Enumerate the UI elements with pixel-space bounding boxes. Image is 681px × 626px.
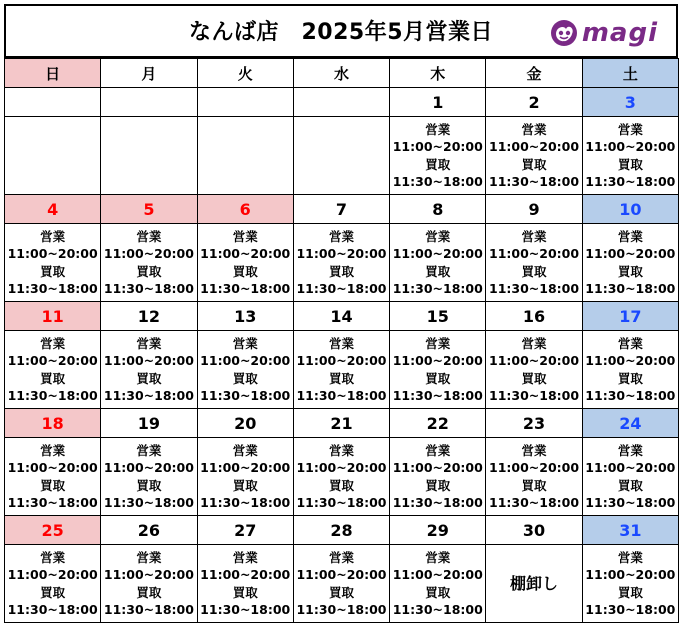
open-label: 営業: [617, 549, 643, 565]
buyback-label: 買取: [521, 370, 547, 386]
calendar: [4, 4, 678, 622]
weekday-saturday: 土: [582, 59, 678, 88]
buyback-hours: 11:30~18:00: [103, 388, 194, 403]
date-cell: 12: [101, 302, 197, 331]
buyback-label: 買取: [617, 370, 643, 386]
date-cell: 7: [293, 195, 389, 224]
empty-date-cell: [197, 88, 293, 117]
buyback-hours: 11:30~18:00: [200, 281, 291, 296]
weekday-wednesday: 水: [293, 59, 389, 88]
date-cell: 1: [390, 88, 486, 117]
buyback-hours: 11:30~18:00: [7, 388, 98, 403]
hours-cell: [101, 224, 197, 302]
date-cell: 3: [582, 88, 678, 117]
date-row: [5, 195, 679, 224]
open-hours: 11:00~20:00: [489, 246, 580, 261]
date-cell: 15: [390, 302, 486, 331]
hours-cell: [5, 331, 101, 409]
hours-cell: [293, 545, 389, 623]
weekday-sunday: 日: [5, 59, 101, 88]
open-label: 営業: [136, 228, 162, 244]
buyback-hours: 11:30~18:00: [7, 495, 98, 510]
open-hours: 11:00~20:00: [392, 139, 483, 154]
open-label: 営業: [425, 228, 451, 244]
buyback-hours: 11:30~18:00: [392, 388, 483, 403]
date-cell: 16: [486, 302, 582, 331]
open-label: 営業: [136, 335, 162, 351]
date-cell: 31: [582, 516, 678, 545]
date-cell: 14: [293, 302, 389, 331]
open-label: 営業: [136, 549, 162, 565]
buyback-hours: 11:30~18:00: [392, 174, 483, 189]
open-label: 営業: [232, 442, 258, 458]
open-hours: 11:00~20:00: [200, 567, 291, 582]
open-hours: 11:00~20:00: [7, 246, 98, 261]
open-label: 営業: [617, 442, 643, 458]
open-hours: 11:00~20:00: [7, 460, 98, 475]
inventory-day-cell: [486, 545, 582, 623]
date-cell: 8: [390, 195, 486, 224]
buyback-label: 買取: [521, 263, 547, 279]
weekday-monday: 月: [101, 59, 197, 88]
date-cell: 25: [5, 516, 101, 545]
open-label: 営業: [232, 335, 258, 351]
open-label: 営業: [328, 442, 354, 458]
date-cell: 24: [582, 409, 678, 438]
buyback-label: 買取: [232, 370, 258, 386]
buyback-hours: 11:30~18:00: [200, 495, 291, 510]
open-hours: 11:00~20:00: [7, 353, 98, 368]
buyback-label: 買取: [136, 477, 162, 493]
title-bar: [4, 4, 678, 58]
buyback-hours: 11:30~18:00: [7, 602, 98, 617]
open-label: 営業: [328, 335, 354, 351]
open-label: 営業: [232, 228, 258, 244]
hours-cell: [293, 331, 389, 409]
hours-cell: [486, 438, 582, 516]
weekday-tuesday: 火: [197, 59, 293, 88]
empty-date-cell: [5, 88, 101, 117]
hours-cell: [390, 331, 486, 409]
open-hours: 11:00~20:00: [489, 460, 580, 475]
date-cell: 19: [101, 409, 197, 438]
date-cell: 21: [293, 409, 389, 438]
buyback-hours: 11:30~18:00: [7, 281, 98, 296]
hours-cell: [486, 224, 582, 302]
buyback-hours: 11:30~18:00: [585, 174, 676, 189]
open-label: 営業: [425, 549, 451, 565]
hours-cell: [293, 438, 389, 516]
buyback-label: 買取: [136, 584, 162, 600]
buyback-label: 買取: [425, 263, 451, 279]
open-label: 営業: [521, 228, 547, 244]
buyback-hours: 11:30~18:00: [392, 281, 483, 296]
hours-cell: [197, 438, 293, 516]
open-hours: 11:00~20:00: [103, 460, 194, 475]
hours-row: [5, 117, 679, 195]
date-cell: 11: [5, 302, 101, 331]
open-label: 営業: [425, 442, 451, 458]
empty-date-cell: [293, 88, 389, 117]
buyback-hours: 11:30~18:00: [103, 602, 194, 617]
hours-cell: [390, 117, 486, 195]
open-label: 営業: [40, 549, 66, 565]
open-label: 営業: [521, 121, 547, 137]
date-cell: 22: [390, 409, 486, 438]
open-hours: 11:00~20:00: [585, 567, 676, 582]
open-hours: 11:00~20:00: [489, 353, 580, 368]
buyback-hours: 11:30~18:00: [200, 602, 291, 617]
open-hours: 11:00~20:00: [585, 139, 676, 154]
buyback-label: 買取: [40, 477, 66, 493]
buyback-hours: 11:30~18:00: [392, 602, 483, 617]
open-hours: 11:00~20:00: [392, 567, 483, 582]
buyback-hours: 11:30~18:00: [585, 602, 676, 617]
date-cell: 2: [486, 88, 582, 117]
hours-cell: [582, 117, 678, 195]
buyback-label: 買取: [136, 263, 162, 279]
buyback-hours: 11:30~18:00: [585, 281, 676, 296]
page-title: なんば店 2025年5月営業日: [188, 20, 494, 45]
hours-cell: [101, 545, 197, 623]
buyback-hours: 11:30~18:00: [296, 281, 387, 296]
buyback-label: 買取: [521, 477, 547, 493]
open-label: 営業: [425, 121, 451, 137]
open-label: 営業: [328, 549, 354, 565]
hours-cell: [197, 545, 293, 623]
open-hours: 11:00~20:00: [7, 567, 98, 582]
hours-cell: [5, 224, 101, 302]
weekday-thursday: 木: [390, 59, 486, 88]
date-cell: 27: [197, 516, 293, 545]
date-row: [5, 302, 679, 331]
hours-row: [5, 331, 679, 409]
weekday-header-row: [5, 59, 679, 88]
open-hours: 11:00~20:00: [103, 353, 194, 368]
hours-cell: [5, 438, 101, 516]
open-label: 営業: [617, 228, 643, 244]
open-hours: 11:00~20:00: [103, 246, 194, 261]
buyback-label: 買取: [617, 477, 643, 493]
open-hours: 11:00~20:00: [103, 567, 194, 582]
hours-cell: [582, 331, 678, 409]
date-cell: 5: [101, 195, 197, 224]
date-row: [5, 409, 679, 438]
open-hours: 11:00~20:00: [296, 567, 387, 582]
open-hours: 11:00~20:00: [392, 460, 483, 475]
open-label: 営業: [328, 228, 354, 244]
open-hours: 11:00~20:00: [585, 460, 676, 475]
open-hours: 11:00~20:00: [392, 246, 483, 261]
buyback-hours: 11:30~18:00: [296, 388, 387, 403]
date-cell: 30: [486, 516, 582, 545]
date-row: [5, 516, 679, 545]
open-hours: 11:00~20:00: [200, 246, 291, 261]
hours-cell: [582, 545, 678, 623]
magi-logo: [549, 17, 658, 49]
buyback-label: 買取: [328, 263, 354, 279]
open-label: 営業: [521, 442, 547, 458]
buyback-label: 買取: [40, 584, 66, 600]
inventory-label: 棚卸し: [510, 573, 559, 593]
buyback-label: 買取: [328, 477, 354, 493]
buyback-hours: 11:30~18:00: [200, 388, 291, 403]
open-label: 営業: [617, 121, 643, 137]
open-hours: 11:00~20:00: [489, 139, 580, 154]
buyback-label: 買取: [328, 584, 354, 600]
open-hours: 11:00~20:00: [296, 460, 387, 475]
calendar-grid: [4, 58, 679, 623]
buyback-hours: 11:30~18:00: [489, 174, 580, 189]
buyback-label: 買取: [425, 477, 451, 493]
date-cell: 10: [582, 195, 678, 224]
open-hours: 11:00~20:00: [296, 353, 387, 368]
buyback-label: 買取: [521, 156, 547, 172]
date-cell: 18: [5, 409, 101, 438]
buyback-hours: 11:30~18:00: [296, 495, 387, 510]
date-cell: 29: [390, 516, 486, 545]
hours-cell: [390, 545, 486, 623]
buyback-label: 買取: [40, 370, 66, 386]
date-cell: 4: [5, 195, 101, 224]
empty-hours-cell: [293, 117, 389, 195]
date-cell: 17: [582, 302, 678, 331]
buyback-hours: 11:30~18:00: [585, 495, 676, 510]
buyback-label: 買取: [232, 263, 258, 279]
open-label: 営業: [40, 442, 66, 458]
buyback-label: 買取: [40, 263, 66, 279]
buyback-hours: 11:30~18:00: [296, 602, 387, 617]
open-label: 営業: [40, 335, 66, 351]
hours-row: [5, 224, 679, 302]
open-label: 営業: [136, 442, 162, 458]
empty-date-cell: [101, 88, 197, 117]
open-hours: 11:00~20:00: [296, 246, 387, 261]
hours-cell: [582, 438, 678, 516]
date-cell: 23: [486, 409, 582, 438]
date-cell: 26: [101, 516, 197, 545]
buyback-hours: 11:30~18:00: [585, 388, 676, 403]
open-hours: 11:00~20:00: [200, 353, 291, 368]
buyback-label: 買取: [617, 263, 643, 279]
open-label: 営業: [40, 228, 66, 244]
calendar-body: [5, 88, 679, 623]
buyback-hours: 11:30~18:00: [489, 388, 580, 403]
buyback-label: 買取: [425, 584, 451, 600]
open-label: 営業: [232, 549, 258, 565]
date-cell: 28: [293, 516, 389, 545]
open-hours: 11:00~20:00: [585, 353, 676, 368]
buyback-label: 買取: [328, 370, 354, 386]
hours-cell: [101, 438, 197, 516]
buyback-hours: 11:30~18:00: [103, 495, 194, 510]
date-cell: 13: [197, 302, 293, 331]
buyback-label: 買取: [232, 584, 258, 600]
date-row: [5, 88, 679, 117]
weekday-friday: 金: [486, 59, 582, 88]
open-hours: 11:00~20:00: [585, 246, 676, 261]
hours-cell: [197, 331, 293, 409]
open-hours: 11:00~20:00: [200, 460, 291, 475]
hours-cell: [101, 331, 197, 409]
open-label: 営業: [521, 335, 547, 351]
open-hours: 11:00~20:00: [392, 353, 483, 368]
buyback-hours: 11:30~18:00: [392, 495, 483, 510]
buyback-label: 買取: [617, 584, 643, 600]
hours-cell: [390, 224, 486, 302]
open-label: 営業: [425, 335, 451, 351]
magi-logo-icon: [549, 18, 579, 48]
logo-text: magi: [581, 18, 658, 48]
hours-cell: [486, 331, 582, 409]
date-cell: 6: [197, 195, 293, 224]
hours-cell: [197, 224, 293, 302]
empty-hours-cell: [5, 117, 101, 195]
hours-cell: [582, 224, 678, 302]
buyback-label: 買取: [617, 156, 643, 172]
hours-row: [5, 438, 679, 516]
hours-row: [5, 545, 679, 623]
date-cell: 20: [197, 409, 293, 438]
hours-cell: [486, 117, 582, 195]
hours-cell: [390, 438, 486, 516]
date-cell: 9: [486, 195, 582, 224]
buyback-hours: 11:30~18:00: [489, 281, 580, 296]
hours-cell: [5, 545, 101, 623]
buyback-hours: 11:30~18:00: [103, 281, 194, 296]
buyback-label: 買取: [425, 370, 451, 386]
buyback-label: 買取: [425, 156, 451, 172]
buyback-label: 買取: [136, 370, 162, 386]
empty-hours-cell: [197, 117, 293, 195]
buyback-label: 買取: [232, 477, 258, 493]
empty-hours-cell: [101, 117, 197, 195]
hours-cell: [293, 224, 389, 302]
buyback-hours: 11:30~18:00: [489, 495, 580, 510]
open-label: 営業: [617, 335, 643, 351]
